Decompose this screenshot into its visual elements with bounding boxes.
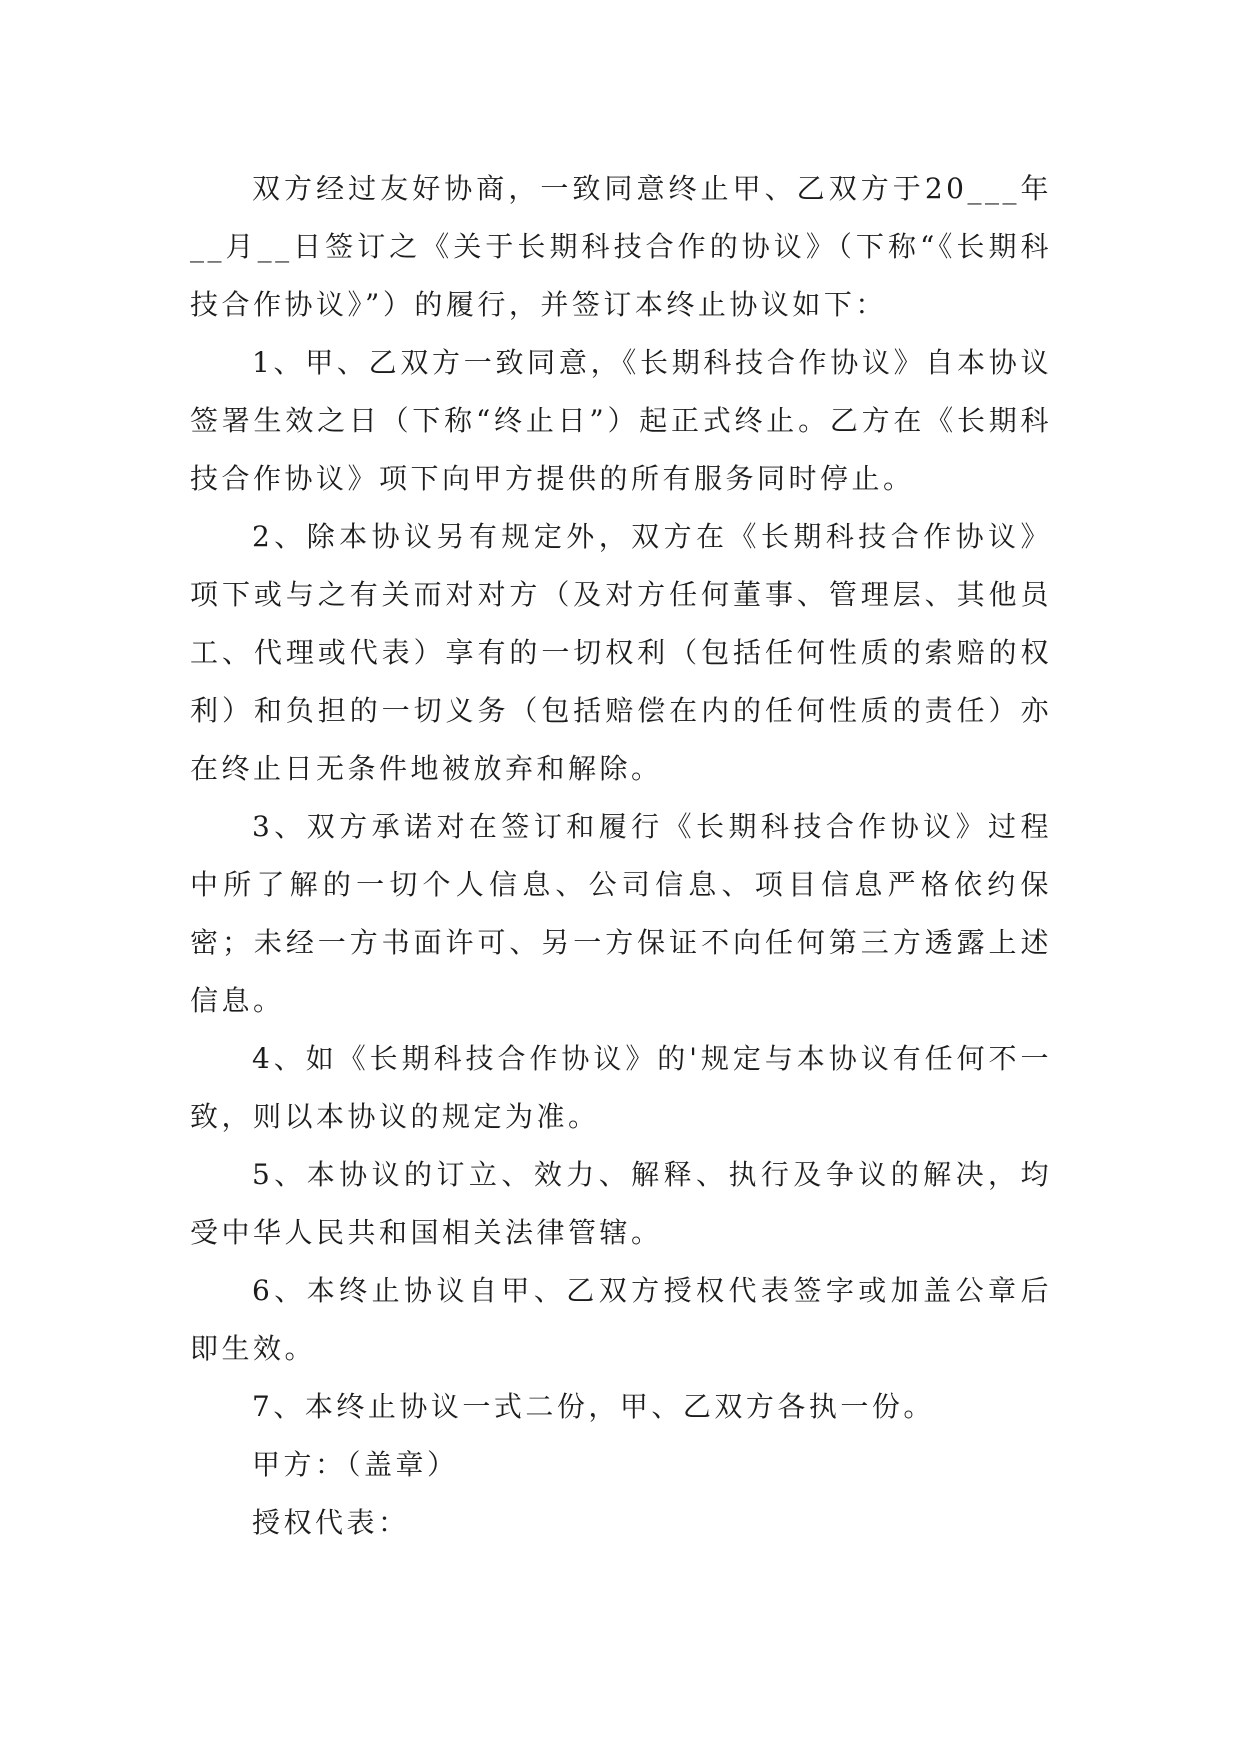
clause-3-paragraph: 3、双方承诺对在签订和履行《长期科技合作协议》过程中所了解的一切个人信息、公司信息、项目信息严格依约保密；未经一方书面许可、另一方保证不向任何第三方透露上述信息。 bbox=[190, 810, 1052, 1017]
preamble-paragraph: 双方经过友好协商，一致同意终止甲、乙双方于20___年__月__日签订之《关于长期科技合作的协议》（下称“《长期科技合作协议》”）的履行，并签订本终止协议如下： bbox=[190, 172, 1052, 321]
document-body bbox=[190, 160, 1052, 1552]
clause-7-paragraph: 7、本终止协议一式二份，甲、乙双方各执一份。 bbox=[252, 1390, 935, 1423]
clause-2-paragraph: 2、除本协议另有规定外，双方在《长期科技合作协议》项下或与之有关而对对方（及对方任何董事、管理层、其他员工、代理或代表）享有的一切权利（包括任何性质的索赔的权利）和负担的一切义务（包括赔偿在内的任何性质的责任）亦在终止日无条件地被放弃和解除。 bbox=[190, 520, 1052, 785]
authorized-representative-label: 授权代表： bbox=[252, 1506, 410, 1539]
clause-1-paragraph: 1、甲、乙双方一致同意，《长期科技合作协议》自本协议签署生效之日（下称“终止日”）起正式终止。乙方在《长期科技合作协议》项下向甲方提供的所有服务同时停止。 bbox=[190, 346, 1052, 495]
clause-4-paragraph: 4、如《长期科技合作协议》的'规定与本协议有任何不一致，则以本协议的规定为准。 bbox=[190, 1042, 1052, 1133]
party-a-seal-label: 甲方：（盖章） bbox=[252, 1448, 459, 1481]
clause-6-paragraph: 6、本终止协议自甲、乙双方授权代表签字或加盖公章后即生效。 bbox=[190, 1274, 1052, 1365]
clause-5-paragraph: 5、本协议的订立、效力、解释、执行及争议的解决，均受中华人民共和国相关法律管辖。 bbox=[190, 1158, 1052, 1249]
